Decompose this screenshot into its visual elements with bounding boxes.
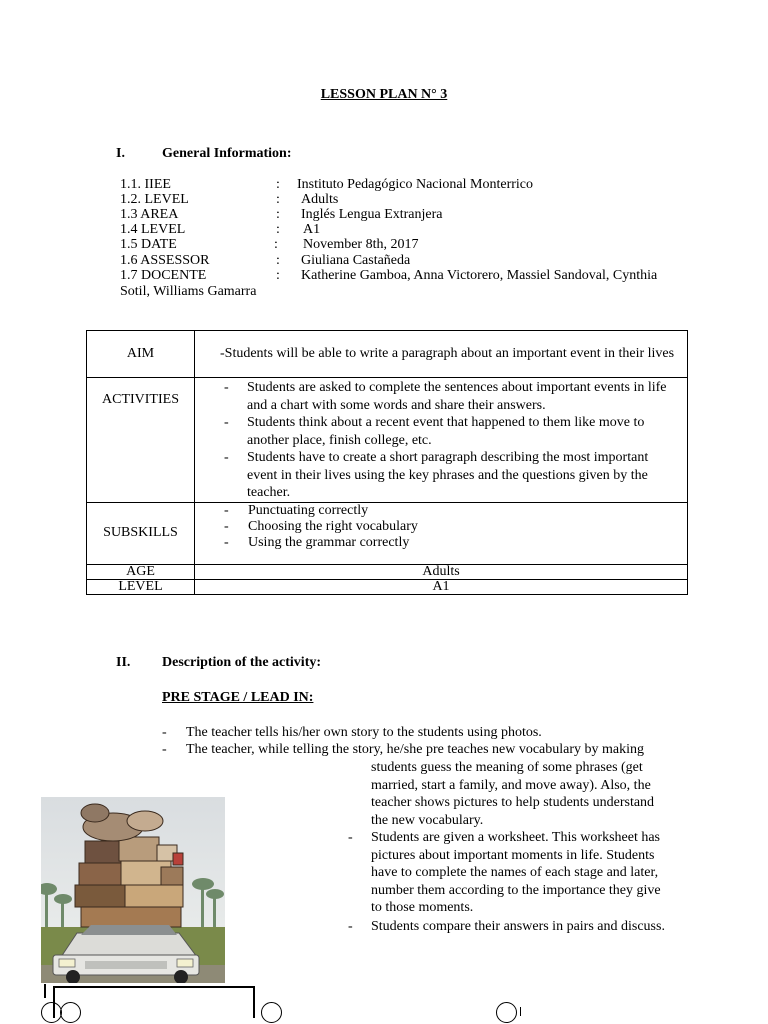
table-row-subskills: [87, 502, 688, 564]
bullet-text: Students are given a worksheet. This worksheet has pictures about important moments in life. Students have to complete the names of each stage and later, number them according to the importance they give to those moments.: [371, 830, 661, 916]
bullet-dash: -: [348, 919, 353, 934]
subskills-label: SUBSKILLS: [87, 502, 195, 564]
aim-text: -Students will be able to write a paragraph about an important event in their lives: [195, 331, 688, 378]
bullet-text-continued: students guess the meaning of some phrases (get married, start a family, and move away). Also, the teacher shows pictures to help students understand the new vocabulary.: [371, 760, 655, 828]
list-item: - Punctuating correctly: [195, 503, 687, 519]
bottom-left-vertical-line: [44, 984, 46, 998]
list-item: - Students think about a recent event that happened to them like move to another place, finish college, etc.: [195, 414, 677, 449]
aim-label: AIM: [87, 331, 195, 378]
info-value: A1: [303, 222, 321, 237]
info-row-level: [120, 192, 680, 207]
circle-shape: [261, 1002, 282, 1023]
overloaded-car-photo: [41, 797, 225, 983]
info-label: 1.5 DATE: [120, 237, 177, 252]
info-value: November 8th, 2017: [303, 237, 419, 252]
info-row-iiee: [120, 177, 680, 192]
info-colon: :: [276, 207, 280, 222]
activities-label: ACTIVITIES: [87, 378, 195, 503]
section-2-title: Description of the activity:: [162, 655, 322, 670]
table-row-activities: [87, 378, 688, 503]
table-row-level: [87, 579, 688, 594]
info-value: Giuliana Castañeda: [301, 253, 411, 268]
info-row-assessor: [120, 253, 680, 268]
list-item: - Choosing the right vocabulary: [195, 519, 687, 535]
info-value: Katherine Gamboa, Anna Victorero, Massiel Sandoval, Cynthia: [301, 268, 658, 283]
info-colon: :: [276, 253, 280, 268]
info-row-date: [120, 237, 680, 252]
table-row-aim: [87, 331, 688, 378]
info-value: Adults: [301, 192, 339, 207]
level-value: A1: [195, 579, 688, 594]
info-colon: :: [276, 268, 280, 283]
subskills-list: [195, 503, 687, 551]
prestage-heading: PRE STAGE / LEAD IN:: [162, 690, 314, 705]
table-row-age: [87, 564, 688, 579]
info-label: 1.4 LEVEL: [120, 222, 186, 237]
section-1-title: General Information:: [162, 146, 292, 161]
activities-cell: [195, 378, 688, 503]
age-label: AGE: [87, 564, 195, 579]
small-tick-mark: [520, 1007, 521, 1016]
page-title: LESSON PLAN N° 3: [320, 87, 448, 102]
info-label: 1.3 AREA: [120, 207, 179, 222]
subskills-cell: [195, 502, 688, 564]
bullet-dash: -: [162, 725, 167, 740]
info-row-docente: [120, 268, 680, 283]
section-1-number: I.: [116, 146, 125, 161]
info-colon: :: [276, 222, 280, 237]
info-value: Instituto Pedagógico Nacional Monterrico: [297, 177, 533, 192]
circle-shape: [60, 1002, 81, 1023]
circle-shape: [496, 1002, 517, 1023]
info-row-docente-continuation: [120, 284, 680, 299]
info-colon: :: [276, 192, 280, 207]
list-item: - Students are asked to complete the sentences about important events in life and a chart with some words and share their answers.: [195, 379, 677, 414]
info-row-area: [120, 207, 680, 222]
age-value: Adults: [195, 564, 688, 579]
section-2-number: II.: [116, 655, 131, 670]
info-label: 1.2. LEVEL: [120, 192, 189, 207]
lesson-plan-table: [86, 330, 688, 595]
circle-shape: [41, 1002, 62, 1023]
info-row-level-2: [120, 222, 680, 237]
list-item: - Students have to create a short paragraph describing the most important event in their lives using the key phrases and the questions given by the teacher.: [195, 449, 677, 502]
info-label: 1.1. IIEE: [120, 177, 171, 192]
bullet-dash: -: [348, 830, 353, 845]
bullet-dash: -: [162, 742, 167, 757]
list-item: - Using the grammar correctly: [195, 535, 687, 551]
bottom-frame-box: [53, 986, 255, 1018]
bullet-text-line-1: The teacher, while telling the story, he/she pre teaches new vocabulary by making: [186, 742, 645, 757]
info-value-continuation: Sotil, Williams Gamarra: [120, 284, 257, 299]
info-colon: :: [276, 177, 280, 192]
info-value: Inglés Lengua Extranjera: [301, 207, 443, 222]
activities-list: [195, 379, 687, 502]
info-colon: :: [274, 237, 278, 252]
info-label: 1.6 ASSESSOR: [120, 253, 210, 268]
bullet-text: Students compare their answers in pairs and discuss.: [371, 919, 665, 934]
info-label: 1.7 DOCENTE: [120, 268, 207, 283]
level-label: LEVEL: [87, 579, 195, 594]
bullet-text: The teacher tells his/her own story to the students using photos.: [186, 725, 542, 740]
